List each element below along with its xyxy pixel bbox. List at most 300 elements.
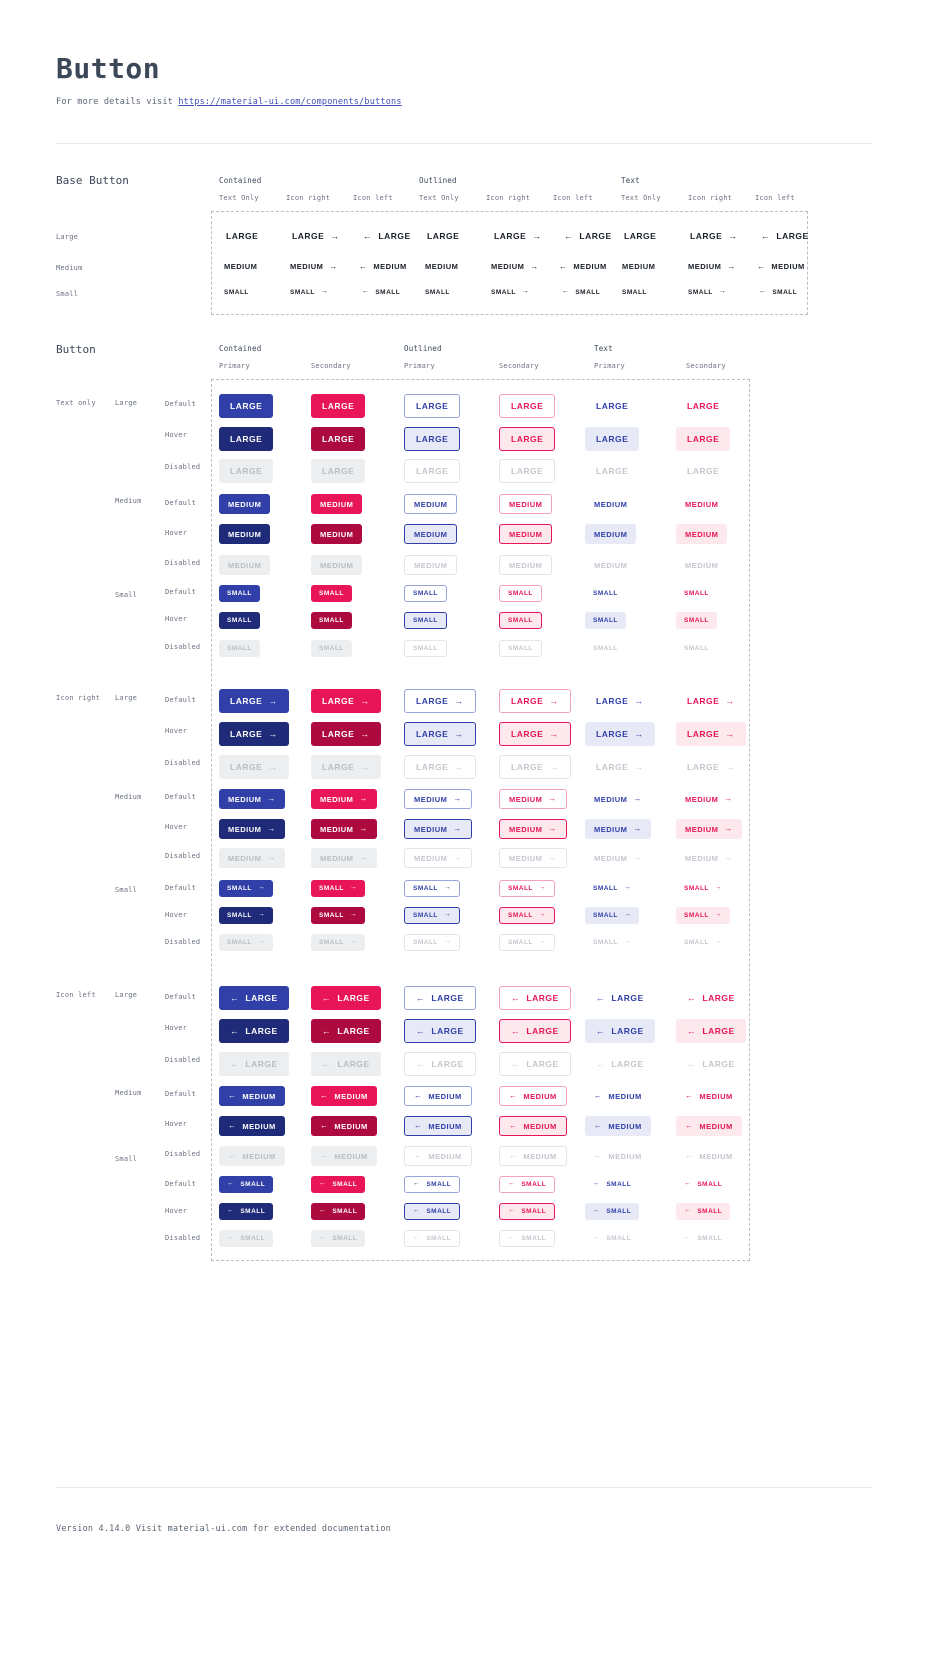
btn-label: SMALL: [227, 590, 252, 597]
arrow-right-icon: →: [725, 695, 735, 706]
base-outlined-medium-icon-right[interactable]: [491, 262, 539, 271]
btn-iconright-contained-secondary-medium-default[interactable]: [311, 789, 377, 809]
arrow-left-icon: ←: [416, 1058, 426, 1069]
btn-iconleft-outlined-primary-small-hover[interactable]: [404, 1203, 460, 1220]
btn-label: MEDIUM: [622, 262, 656, 271]
btn-iconright-contained-secondary-small-default[interactable]: [311, 880, 365, 897]
base-outlined-small-icon-right[interactable]: [491, 289, 529, 296]
btn-iconright-outlined-secondary-medium-hover[interactable]: [499, 819, 567, 839]
btn-label: MEDIUM: [685, 499, 719, 509]
btn-contained-primary-medium-hover[interactable]: [219, 524, 270, 544]
base-text-small-icon-left[interactable]: [759, 289, 797, 296]
btn-label: SMALL: [684, 885, 709, 892]
arrow-left-icon: ←: [684, 1207, 692, 1215]
btn-iconleft-outlined-primary-large-default[interactable]: [404, 986, 476, 1010]
btn-label: SMALL: [319, 939, 344, 946]
arrow-left-icon: ←: [687, 992, 697, 1003]
base-contained-large-text[interactable]: [226, 231, 258, 241]
state-disabled-8: Disabled: [165, 1150, 201, 1158]
btn-outlined-secondary-large-hover[interactable]: [499, 427, 555, 451]
btn-iconleft-text-primary-small-hover[interactable]: [585, 1203, 639, 1220]
btn-iconright-contained-primary-medium-disabled: [219, 848, 285, 868]
state-disabled-3: Disabled: [165, 643, 201, 651]
btn-iconleft-text-secondary-small-default[interactable]: [676, 1176, 730, 1193]
arrow-left-icon: ←: [508, 1234, 516, 1242]
btn-iconleft-outlined-secondary-small-hover[interactable]: [499, 1203, 555, 1220]
base-contained-large-icon-left[interactable]: [363, 231, 411, 241]
btn-iconleft-text-secondary-medium-default[interactable]: [676, 1086, 742, 1106]
btn-iconleft-outlined-secondary-medium-default[interactable]: [499, 1086, 567, 1106]
btn-iconleft-contained-primary-medium-default[interactable]: [219, 1086, 285, 1106]
base-text-large-text[interactable]: [624, 231, 656, 241]
btn-iconright-text-secondary-small-hover[interactable]: [676, 907, 730, 924]
btn-label: LARGE: [322, 466, 355, 476]
btn-contained-secondary-medium-hover[interactable]: [311, 524, 362, 544]
state-hover-8: Hover: [165, 1120, 188, 1128]
arrow-right-icon: →: [548, 824, 557, 834]
btn-iconleft-outlined-primary-small-disabled: [404, 1230, 460, 1247]
arrow-left-icon: ←: [227, 1207, 235, 1215]
btn-label: MEDIUM: [685, 529, 719, 539]
btn-iconright-outlined-primary-small-default[interactable]: [404, 880, 460, 897]
btn-label: LARGE: [702, 1026, 735, 1036]
base-outlined-large-icon-right[interactable]: [494, 231, 542, 241]
btn-outlined-secondary-medium-default[interactable]: [499, 494, 552, 514]
btn-label: LARGE: [596, 434, 629, 444]
arrow-right-icon: →: [359, 794, 368, 804]
btn-iconright-text-primary-large-default[interactable]: [585, 689, 655, 713]
btn-contained-secondary-medium-default[interactable]: [311, 494, 362, 514]
base-col-contained-textonly: Text Only: [219, 194, 259, 202]
btn-label: MEDIUM: [290, 262, 324, 271]
arrow-right-icon: →: [349, 884, 358, 892]
btn-label: SMALL: [684, 645, 709, 652]
arrow-right-icon: →: [633, 853, 642, 863]
btn-iconright-contained-secondary-small-disabled: [311, 934, 365, 951]
btn-iconright-outlined-primary-large-default[interactable]: [404, 689, 476, 713]
btn-iconright-text-secondary-small-default[interactable]: [676, 880, 730, 897]
btn-text-secondary-large-hover[interactable]: [676, 427, 730, 451]
arrow-left-icon: ←: [564, 230, 574, 241]
btn-label: MEDIUM: [334, 1151, 368, 1161]
btn-iconright-outlined-secondary-small-hover[interactable]: [499, 907, 555, 924]
btn-outlined-primary-small-hover[interactable]: [404, 612, 447, 629]
btn-contained-secondary-small-default[interactable]: [311, 585, 352, 602]
size-label-large-1: Large: [115, 399, 138, 407]
arrow-left-icon: ←: [687, 1058, 697, 1069]
base-contained-medium-icon-left[interactable]: [359, 262, 407, 271]
base-contained-small-icon-left[interactable]: [362, 289, 400, 296]
arrow-left-icon: ←: [593, 1207, 601, 1215]
btn-iconright-contained-secondary-large-default[interactable]: [311, 689, 381, 713]
btn-iconleft-text-primary-large-hover[interactable]: [585, 1019, 655, 1043]
btn-iconleft-text-primary-large-disabled: [585, 1052, 655, 1076]
btn-text-secondary-small-disabled: [676, 640, 717, 657]
btn-iconleft-outlined-primary-medium-default[interactable]: [404, 1086, 472, 1106]
base-text-small-text[interactable]: [622, 289, 647, 296]
btn-outlined-primary-large-hover[interactable]: [404, 427, 460, 451]
btn-iconleft-outlined-secondary-medium-disabled: [499, 1146, 567, 1166]
btn-label: LARGE: [322, 434, 355, 444]
btn-label: SMALL: [697, 1208, 723, 1215]
btn-label: LARGE: [245, 1059, 278, 1069]
btn-outlined-primary-small-default[interactable]: [404, 585, 447, 602]
base-outlined-medium-icon-left[interactable]: [559, 262, 607, 271]
btn-label: MEDIUM: [594, 560, 628, 570]
btn-label: LARGE: [322, 401, 355, 411]
btn-iconright-contained-primary-small-hover[interactable]: [219, 907, 273, 924]
btn-text-secondary-small-default[interactable]: [676, 585, 717, 602]
btn-label: SMALL: [491, 289, 516, 296]
btn-iconleft-text-secondary-large-default[interactable]: [676, 986, 746, 1010]
btn-label: MEDIUM: [608, 1151, 642, 1161]
btn-iconright-outlined-primary-small-hover[interactable]: [404, 907, 460, 924]
btn-contained-primary-large-default[interactable]: [219, 394, 273, 418]
btn-text-secondary-large-default[interactable]: [676, 394, 730, 418]
btn-col-outlined-secondary: Secondary: [499, 362, 539, 370]
state-hover-7: Hover: [165, 1024, 188, 1032]
page-title: Button: [56, 52, 161, 85]
size-label-large-3: Large: [115, 991, 138, 999]
state-default-4: Default: [165, 696, 196, 704]
arrow-left-icon: ←: [761, 230, 771, 241]
btn-label: MEDIUM: [228, 529, 262, 539]
btn-outlined-primary-large-default[interactable]: [404, 394, 460, 418]
state-hover-5: Hover: [165, 823, 188, 831]
btn-label: MEDIUM: [414, 499, 448, 509]
btn-label: MEDIUM: [414, 560, 448, 570]
base-text-medium-text[interactable]: [622, 262, 655, 271]
btn-col-contained-primary: Primary: [219, 362, 250, 370]
arrow-left-icon: ←: [559, 261, 568, 271]
btn-text-primary-small-hover[interactable]: [585, 612, 626, 629]
btn-outlined-secondary-large-disabled: [499, 459, 555, 483]
btn-label: MEDIUM: [428, 1121, 462, 1131]
btn-label: SMALL: [508, 885, 533, 892]
btn-iconright-text-primary-medium-default[interactable]: [585, 789, 651, 809]
btn-iconleft-text-secondary-medium-hover[interactable]: [676, 1116, 742, 1136]
btn-contained-primary-large-hover[interactable]: [219, 427, 273, 451]
btn-label: MEDIUM: [414, 794, 448, 804]
btn-label: MEDIUM: [414, 824, 448, 834]
btn-iconleft-contained-secondary-large-default[interactable]: [311, 986, 381, 1010]
state-disabled-4: Disabled: [165, 759, 201, 767]
btn-label: MEDIUM: [320, 560, 354, 570]
btn-text-secondary-large-disabled: [676, 459, 730, 483]
base-outlined-small-text[interactable]: [425, 289, 450, 296]
base-outlined-medium-text[interactable]: [425, 262, 458, 271]
btn-label: LARGE: [596, 696, 629, 706]
base-contained-small-icon-right[interactable]: [290, 289, 328, 296]
btn-iconright-text-primary-small-hover[interactable]: [585, 907, 639, 924]
btn-label: MEDIUM: [491, 262, 525, 271]
btn-iconright-contained-primary-medium-hover[interactable]: [219, 819, 285, 839]
btn-label: MEDIUM: [228, 560, 262, 570]
btn-text-primary-medium-hover[interactable]: [585, 524, 636, 544]
btn-iconleft-contained-secondary-small-default[interactable]: [311, 1176, 365, 1193]
btn-outlined-secondary-large-default[interactable]: [499, 394, 555, 418]
btn-label: LARGE: [687, 401, 720, 411]
btn-contained-primary-small-hover[interactable]: [219, 612, 260, 629]
btn-iconleft-outlined-primary-medium-hover[interactable]: [404, 1116, 472, 1136]
btn-iconleft-contained-secondary-medium-hover[interactable]: [311, 1116, 377, 1136]
arrow-right-icon: →: [633, 794, 642, 804]
btn-iconleft-outlined-secondary-large-hover[interactable]: [499, 1019, 571, 1043]
btn-group-text: Text: [594, 344, 613, 353]
btn-label: SMALL: [227, 939, 252, 946]
btn-label: SMALL: [332, 1235, 358, 1242]
btn-label: LARGE: [687, 729, 720, 739]
btn-label: LARGE: [431, 993, 464, 1003]
btn-label: SMALL: [606, 1181, 632, 1188]
btn-label: SMALL: [593, 590, 618, 597]
row-group-text-only: Text only: [56, 399, 96, 407]
btn-iconright-contained-primary-large-default[interactable]: [219, 689, 289, 713]
btn-label: MEDIUM: [334, 1091, 368, 1101]
btn-label: LARGE: [416, 401, 449, 411]
arrow-right-icon: →: [623, 911, 632, 919]
btn-iconleft-text-primary-large-default[interactable]: [585, 986, 655, 1010]
arrow-right-icon: →: [453, 824, 462, 834]
btn-iconright-text-secondary-medium-hover[interactable]: [676, 819, 742, 839]
arrow-right-icon: →: [714, 911, 723, 919]
btn-iconleft-text-primary-small-default[interactable]: [585, 1176, 639, 1193]
btn-iconright-contained-secondary-medium-hover[interactable]: [311, 819, 377, 839]
btn-label: MEDIUM: [373, 262, 407, 271]
btn-iconleft-contained-primary-medium-hover[interactable]: [219, 1116, 285, 1136]
btn-label: LARGE: [596, 466, 629, 476]
btn-text-secondary-small-hover[interactable]: [676, 612, 717, 629]
btn-text-primary-small-default[interactable]: [585, 585, 626, 602]
btn-label: SMALL: [240, 1181, 266, 1188]
base-contained-small-text[interactable]: [224, 289, 249, 296]
btn-iconright-text-secondary-large-hover[interactable]: [676, 722, 746, 746]
arrow-left-icon: ←: [594, 1091, 603, 1101]
btn-iconright-text-secondary-medium-default[interactable]: [676, 789, 742, 809]
btn-iconright-outlined-primary-medium-hover[interactable]: [404, 819, 472, 839]
state-disabled-9: Disabled: [165, 1234, 201, 1242]
btn-label: LARGE: [431, 1026, 464, 1036]
btn-iconleft-contained-secondary-small-hover[interactable]: [311, 1203, 365, 1220]
btn-label: SMALL: [575, 289, 601, 296]
arrow-left-icon: ←: [684, 1234, 692, 1242]
btn-label: MEDIUM: [699, 1091, 733, 1101]
btn-contained-primary-medium-default[interactable]: [219, 494, 270, 514]
arrow-right-icon: →: [714, 884, 723, 892]
btn-label: LARGE: [526, 1059, 559, 1069]
btn-text-secondary-medium-default[interactable]: [676, 494, 727, 514]
btn-iconleft-contained-primary-small-hover[interactable]: [219, 1203, 273, 1220]
arrow-left-icon: ←: [685, 1151, 694, 1161]
btn-contained-primary-small-default[interactable]: [219, 585, 260, 602]
btn-label: SMALL: [413, 939, 438, 946]
size-label-large-2: Large: [115, 694, 138, 702]
btn-label: MEDIUM: [594, 529, 628, 539]
btn-outlined-primary-medium-default[interactable]: [404, 494, 457, 514]
btn-iconright-outlined-secondary-small-default[interactable]: [499, 880, 555, 897]
btn-contained-secondary-large-hover[interactable]: [311, 427, 365, 451]
btn-outlined-secondary-small-default[interactable]: [499, 585, 542, 602]
btn-iconleft-outlined-secondary-large-disabled: [499, 1052, 571, 1076]
btn-outlined-secondary-medium-hover[interactable]: [499, 524, 552, 544]
btn-iconright-contained-secondary-large-hover[interactable]: [311, 722, 381, 746]
btn-iconleft-outlined-secondary-medium-hover[interactable]: [499, 1116, 567, 1136]
btn-iconright-contained-primary-large-disabled: [219, 755, 289, 779]
base-group-contained: Contained: [219, 176, 262, 185]
btn-iconleft-contained-primary-large-default[interactable]: [219, 986, 289, 1010]
arrow-left-icon: ←: [596, 1058, 606, 1069]
btn-iconleft-outlined-secondary-small-disabled: [499, 1230, 555, 1247]
base-group-outlined: Outlined: [419, 176, 457, 185]
btn-iconleft-text-secondary-small-hover[interactable]: [676, 1203, 730, 1220]
btn-label: SMALL: [227, 912, 252, 919]
btn-iconright-outlined-primary-large-hover[interactable]: [404, 722, 476, 746]
base-outlined-large-icon-left[interactable]: [564, 231, 612, 241]
btn-iconleft-outlined-primary-small-default[interactable]: [404, 1176, 460, 1193]
btn-iconright-contained-primary-medium-default[interactable]: [219, 789, 285, 809]
btn-label: SMALL: [227, 885, 252, 892]
btn-contained-secondary-large-disabled: [311, 459, 365, 483]
btn-iconleft-contained-primary-small-default[interactable]: [219, 1176, 273, 1193]
arrow-left-icon: ←: [508, 1180, 516, 1188]
docs-link[interactable]: https://material-ui.com/components/buttons: [178, 97, 402, 107]
btn-contained-secondary-small-hover[interactable]: [311, 612, 352, 629]
arrow-left-icon: ←: [413, 1207, 421, 1215]
base-contained-medium-icon-right[interactable]: [290, 262, 338, 271]
btn-label: LARGE: [526, 1026, 559, 1036]
btn-outlined-primary-medium-hover[interactable]: [404, 524, 457, 544]
btn-label: LARGE: [337, 1059, 370, 1069]
btn-iconright-text-primary-small-disabled: [585, 934, 639, 951]
btn-label: MEDIUM: [242, 1151, 276, 1161]
btn-label: SMALL: [697, 1235, 723, 1242]
base-text-small-icon-right[interactable]: [688, 289, 726, 296]
btn-iconright-contained-secondary-small-hover[interactable]: [311, 907, 365, 924]
btn-label: LARGE: [511, 401, 544, 411]
arrow-right-icon: →: [349, 911, 358, 919]
btn-label: MEDIUM: [414, 529, 448, 539]
btn-label: LARGE: [322, 729, 355, 739]
btn-label: SMALL: [772, 289, 798, 296]
arrow-left-icon: ←: [593, 1234, 601, 1242]
state-default-7: Default: [165, 993, 196, 1001]
btn-iconleft-text-primary-medium-hover[interactable]: [585, 1116, 651, 1136]
base-row-large: Large: [56, 233, 79, 241]
btn-iconleft-contained-secondary-medium-default[interactable]: [311, 1086, 377, 1106]
btn-label: LARGE: [427, 231, 460, 241]
base-contained-large-icon-right[interactable]: [292, 231, 340, 241]
btn-iconright-text-primary-medium-hover[interactable]: [585, 819, 651, 839]
btn-iconright-outlined-secondary-large-hover[interactable]: [499, 722, 571, 746]
btn-iconright-text-secondary-large-default[interactable]: [676, 689, 746, 713]
btn-iconright-text-primary-large-hover[interactable]: [585, 722, 655, 746]
btn-contained-primary-large-disabled: [219, 459, 273, 483]
btn-iconright-contained-primary-small-default[interactable]: [219, 880, 273, 897]
base-outlined-large-text[interactable]: [427, 231, 459, 241]
btn-iconright-contained-secondary-large-disabled: [311, 755, 381, 779]
btn-iconright-outlined-primary-medium-default[interactable]: [404, 789, 472, 809]
arrow-right-icon: →: [549, 728, 559, 739]
btn-iconright-outlined-secondary-medium-disabled: [499, 848, 567, 868]
base-text-medium-icon-right[interactable]: [688, 262, 736, 271]
arrow-left-icon: ←: [414, 1091, 423, 1101]
arrow-right-icon: →: [268, 695, 278, 706]
btn-label: MEDIUM: [685, 853, 719, 863]
state-hover-6: Hover: [165, 911, 188, 919]
btn-outlined-secondary-small-hover[interactable]: [499, 612, 542, 629]
btn-iconleft-text-primary-medium-default[interactable]: [585, 1086, 651, 1106]
btn-iconleft-contained-primary-medium-disabled: [219, 1146, 285, 1166]
btn-iconleft-outlined-primary-large-hover[interactable]: [404, 1019, 476, 1043]
btn-contained-secondary-large-default[interactable]: [311, 394, 365, 418]
btn-label: SMALL: [413, 885, 438, 892]
btn-label: SMALL: [521, 1181, 547, 1188]
btn-label: MEDIUM: [509, 794, 543, 804]
btn-label: MEDIUM: [523, 1121, 557, 1131]
btn-outlined-primary-large-disabled: [404, 459, 460, 483]
divider-top: [56, 143, 872, 144]
btn-label: LARGE: [702, 993, 735, 1003]
base-contained-medium-text[interactable]: [224, 262, 257, 271]
arrow-left-icon: ←: [227, 1234, 235, 1242]
btn-iconleft-outlined-secondary-small-default[interactable]: [499, 1176, 555, 1193]
arrow-right-icon: →: [538, 911, 547, 919]
btn-label: SMALL: [227, 617, 252, 624]
btn-iconright-contained-primary-large-hover[interactable]: [219, 722, 289, 746]
btn-label: LARGE: [245, 1026, 278, 1036]
row-group-icon-left: Icon left: [56, 991, 96, 999]
btn-label: LARGE: [611, 1059, 644, 1069]
arrow-right-icon: →: [548, 794, 557, 804]
btn-iconleft-contained-secondary-large-hover[interactable]: [311, 1019, 381, 1043]
arrow-left-icon: ←: [685, 1091, 694, 1101]
arrow-right-icon: →: [724, 853, 733, 863]
state-hover-2: Hover: [165, 529, 188, 537]
btn-text-primary-large-default[interactable]: [585, 394, 639, 418]
arrow-right-icon: →: [727, 261, 736, 271]
btn-label: LARGE: [230, 762, 263, 772]
btn-text-secondary-medium-hover[interactable]: [676, 524, 727, 544]
btn-label: MEDIUM: [320, 499, 354, 509]
btn-iconleft-text-secondary-large-hover[interactable]: [676, 1019, 746, 1043]
state-disabled-5: Disabled: [165, 852, 201, 860]
base-text-large-icon-left[interactable]: [761, 231, 809, 241]
btn-iconleft-contained-primary-large-hover[interactable]: [219, 1019, 289, 1043]
btn-iconright-outlined-secondary-medium-default[interactable]: [499, 789, 567, 809]
size-label-small-1: Small: [115, 591, 138, 599]
btn-iconright-outlined-secondary-large-default[interactable]: [499, 689, 571, 713]
base-row-small: Small: [56, 290, 79, 298]
base-text-medium-icon-left[interactable]: [757, 262, 805, 271]
arrow-right-icon: →: [623, 884, 632, 892]
arrow-right-icon: →: [549, 695, 559, 706]
btn-label: MEDIUM: [685, 794, 719, 804]
arrow-left-icon: ←: [320, 1121, 329, 1131]
btn-iconleft-outlined-secondary-large-default[interactable]: [499, 986, 571, 1010]
btn-text-primary-large-hover[interactable]: [585, 427, 639, 451]
btn-label: LARGE: [611, 993, 644, 1003]
base-outlined-small-icon-left[interactable]: [562, 289, 600, 296]
btn-text-primary-medium-default[interactable]: [585, 494, 636, 514]
btn-iconleft-outlined-primary-large-disabled: [404, 1052, 476, 1076]
arrow-right-icon: →: [718, 288, 727, 296]
base-text-large-icon-right[interactable]: [690, 231, 738, 241]
arrow-right-icon: →: [360, 761, 370, 772]
btn-label: SMALL: [521, 1235, 547, 1242]
arrow-right-icon: →: [548, 853, 557, 863]
btn-label: MEDIUM: [509, 560, 543, 570]
btn-iconright-text-primary-small-default[interactable]: [585, 880, 639, 897]
